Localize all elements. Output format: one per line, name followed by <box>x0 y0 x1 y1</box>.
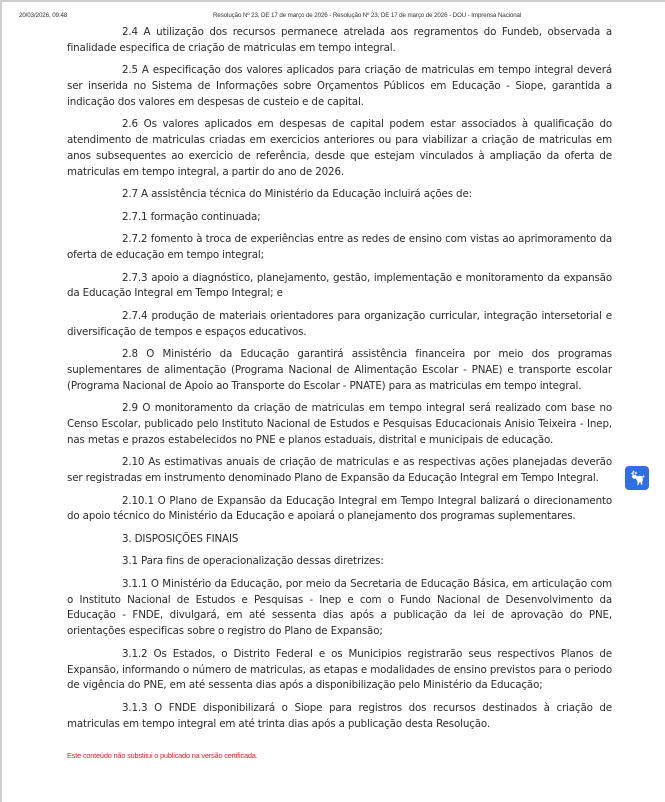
section-heading-disposicoes-finais: 3. DISPOSIÇÕES FINAIS <box>122 532 239 545</box>
paragraph-2-7-3: 2.7.3 apoio a diagnóstico, planejamento, gestão, implementação e monitoramento da expansão da Educação Integral em Tempo Integral; e <box>67 271 612 300</box>
paragraph-2-4: 2.4 A utilização dos recursos permanece atrelada aos regramentos do Fundeb, observada a finalidade especifica de criação de matriculas em tempo integral. <box>67 26 612 54</box>
paragraph-2-10: 2.10 As estimativas anuais de criação de matriculas e as respectivas ações planejadas deverão ser registradas em instrumento denominado Plano de Expansão da Educação Integral em Tempo Integral. <box>67 456 612 485</box>
print-document-title: Resolução Nº 23, DE 17 de março de 2026 - Resolução Nº 23, DE 17 de março de 2026 - DOU - Imprensa Nacional <box>213 12 522 19</box>
print-header <box>0 12 665 22</box>
print-datetime: 20/03/2026, 09:48 <box>19 12 68 19</box>
vlibras-accessibility-button[interactable] <box>625 466 649 490</box>
paragraph-2-7-1: 2.7.1 formação continuada; <box>122 210 261 223</box>
document-body <box>67 25 612 739</box>
paragraph-2-5: 2.5 A especificação dos valores aplicados para criação de matriculas em tempo integral deverá ser inserida no Sistema de Informações sobre Orçamentos Públicos em Educação - Siope, garantida a indicação dos valores em despesas de custeio e de capital. <box>67 64 612 108</box>
paragraph-3-1-1: 3.1.1 O Ministério da Educação, por meio da Secretaria de Educação Básica, em articulação com o Instituto Nacional de Estudos e Pesquisas - Inep e com o Fundo Nacional de Desenvolvimento da Educação - FNDE, divulgará, em até sessenta dias após a publicação da lei de aprovação do PNE, orientações especificas sobre o registro do Plano de Expansão; <box>67 577 612 638</box>
certified-version-disclaimer: Este conteúdo não substitui o publicado na versão certificada. <box>67 751 258 760</box>
paragraph-2-9: 2.9 O monitoramento da criação de matriculas em tempo integral será realizado com base no Censo Escolar, publicado pelo Instituto Nacional de Estudos e Pesquisas Educacionais Anisio Teixeira - Inep, nas metas e prazos estabelecidos no PNE e planos estaduais, distrital e municipais de educação. <box>67 402 612 446</box>
paragraph-2-7: 2.7 A assistência técnica do Ministério da Educação incluirá ações de: <box>122 188 472 201</box>
paragraph-2-7-4: 2.7.4 produção de materiais orientadores para organização curricular, integração intersetorial e diversificação de tempos e espaços educativos. <box>67 309 612 338</box>
paragraph-3-1-3: 3.1.3 O FNDE disponibilizará o Siope para registros dos recursos destinados à criação de matriculas em tempo integral em até trinta dias após a publicação desta Resolução. <box>67 701 612 730</box>
sign-language-hands-icon <box>628 469 646 487</box>
paragraph-2-7-2: 2.7.2 fomento à troca de experiências entre as redes de ensino com vistas ao aprimoramento da oferta de educação em tempo integral; <box>67 233 612 262</box>
paragraph-3-1: 3.1 Para fins de operacionalização dessas diretrizes: <box>122 555 384 568</box>
paragraph-3-1-2: 3.1.2 Os Estados, o Distrito Federal e os Municipios registrarão seus respectivos Planos de Expansão, informando o número de matriculas, as etapas e modalidades de ensino previstos para o periodo de vigência do PNE, em até sessenta dias após a disponibilização pelo Ministério da Educação; <box>67 647 612 692</box>
paragraph-2-6: 2.6 Os valores aplicados em despesas de capital podem estar associados à qualificação do atendimento de matriculas criadas em exercicios anteriores ou para viabilizar a criação de matriculas em anos subsequentes ao exercicio de referência, desde que estejam vinculados à ampliação da oferta de matriculas em tempo integral, a partir do ano de 2026. <box>67 118 612 178</box>
paragraph-2-10-1: 2.10.1 O Plano de Expansão da Educação Integral em Tempo Integral balizará o direcionamento do apoio técnico do Ministério da Educação e apoiará o planejamento dos programas suplementares. <box>67 494 612 523</box>
paragraph-2-8: 2.8 O Ministério da Educação garantirá assistência financeira por meio dos programas suplementares de alimentação (Programa Nacional de Alimentação Escolar - PNAE) e transporte escolar (Programa Nacional de Apoio ao Transporte do Escolar - PNATE) para as matriculas em tempo integral. <box>67 348 612 392</box>
